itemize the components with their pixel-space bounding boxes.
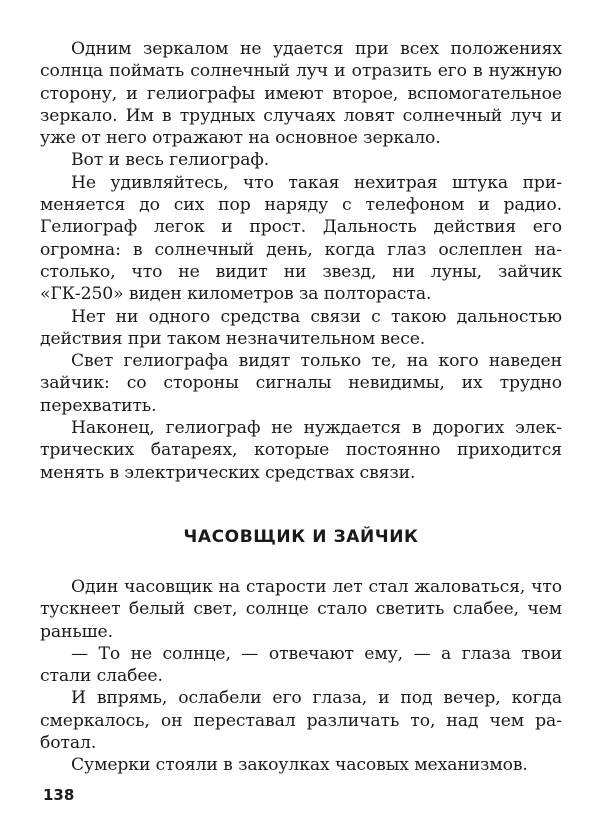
paragraph: Нет ни одного средства связи с такою дальностью действия при таком незначительном весе. xyxy=(40,306,562,349)
paragraph: Не удивляйтесь, что такая нехитрая штука применяется до сих пор наряду с телефоном и радио. Гелиограф легок и прост. Дальность действия его огромна: в солнечный день, когда глаз ослеплен настолько, что не видит ни звезд, ни луны, зайчик «ГК-250» виден километров за полтораста. xyxy=(40,172,562,305)
paragraph: — То не солнце, — отвечают ему, — а глаза твои стали слабее. xyxy=(40,643,562,687)
paragraph: Одним зеркалом не удается при всех положениях солнца поймать солнечный луч и отразить его в нужную сторону, и гелиографы имеют второе, вспомогательное зеркало. Им в трудных случаях ловят солнечный луч и уже от него отражают на основное зеркало. xyxy=(40,39,562,149)
page-number: 138 xyxy=(43,786,75,804)
paragraph: Вот и весь гелиограф. xyxy=(71,150,270,171)
paragraph: Сумерки стояли в закоулках часовых механизмов. xyxy=(71,755,528,776)
paragraph: Свет гелиографа видят только те, на кого наведен зайчик: со стороны сигналы невидимы, их трудно перехватить. xyxy=(40,351,562,416)
paragraph: Один часовщик на старости лет стал жаловаться, что тускнеет белый свет, солнце стало светить слабее, чем раньше. xyxy=(40,576,562,642)
paragraph: Наконец, гелиограф не нуждается в дорогих электрических батареях, которые постоянно приходится менять в электрических средствах связи. xyxy=(40,418,562,483)
page-content xyxy=(40,38,562,777)
section-watchmaker-text xyxy=(40,576,562,777)
paragraph: И впрямь, ослабели его глаза, и под вечер, когда смеркалось, он переставал различать то, над чем работал. xyxy=(40,688,562,754)
chapter-heading: ЧАСОВЩИК И ЗАЙЧИК xyxy=(183,526,419,547)
section-heliograph-text xyxy=(40,38,562,484)
